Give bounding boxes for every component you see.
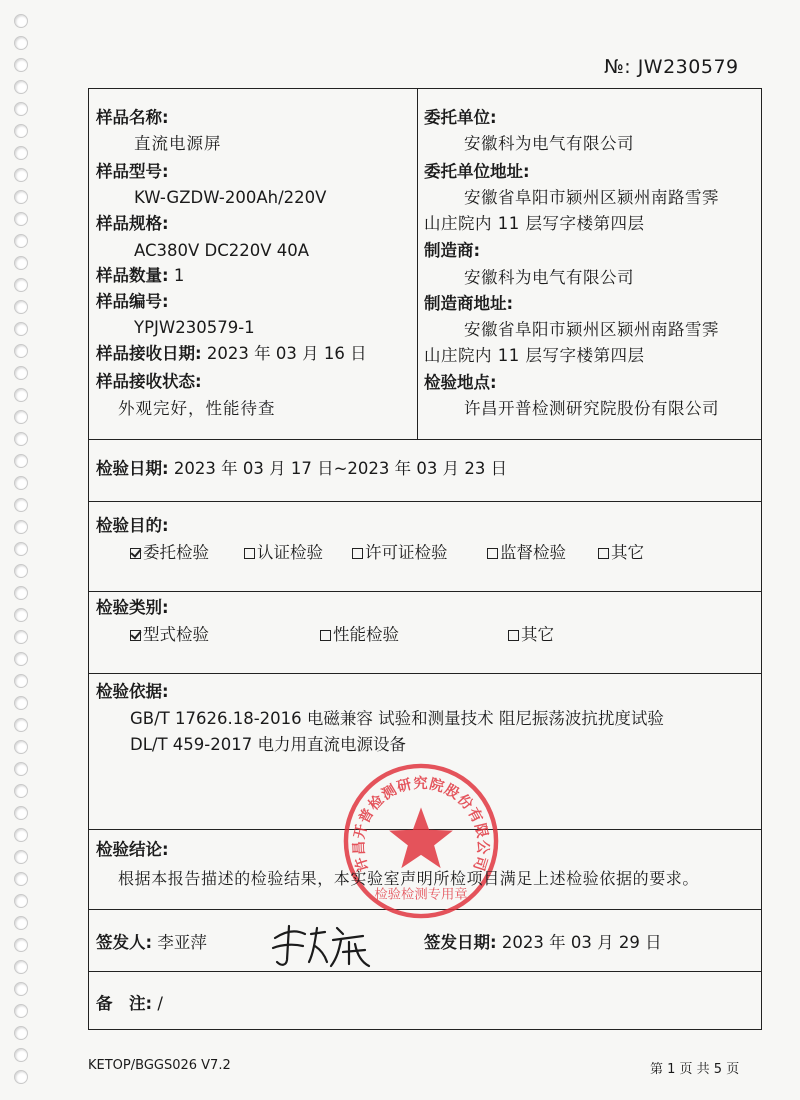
site-value: 许昌开普检测研究院股份有限公司	[464, 399, 719, 418]
purpose-option	[244, 545, 323, 562]
binding-hole	[14, 14, 28, 28]
site-label: 检验地点:	[424, 373, 497, 392]
divider	[89, 591, 761, 592]
binding-hole	[14, 190, 28, 204]
binding-hole	[14, 916, 28, 930]
divider	[89, 439, 761, 440]
checked-checkbox-icon	[130, 548, 141, 559]
sample-qty-row	[96, 268, 184, 285]
binding-hole	[14, 146, 28, 160]
category-option-label: 性能检验	[333, 625, 399, 644]
maker-address-line1: 安徽省阜阳市颍州区颍州南路雪霁	[464, 320, 719, 339]
sample-name-label: 样品名称:	[96, 108, 169, 127]
issuer-row	[96, 935, 207, 952]
issuer-value: 李亚萍	[157, 933, 207, 952]
binding-hole	[14, 80, 28, 94]
official-seal	[342, 762, 500, 920]
sample-model-value: KW-GZDW-200Ah/220V	[134, 188, 327, 207]
issue-date-row	[424, 935, 662, 952]
sample-code-label: 样品编号:	[96, 292, 169, 311]
binding-hole	[14, 498, 28, 512]
binding-hole	[14, 652, 28, 666]
sample-model-label: 样品型号:	[96, 162, 169, 181]
purpose-option	[487, 545, 566, 562]
maker-address-label: 制造商地址:	[424, 294, 514, 313]
binding-hole	[14, 278, 28, 292]
page-info: 第 1 页 共 5 页	[650, 1062, 740, 1077]
checkbox-icon	[598, 548, 609, 559]
handwritten-signature	[265, 920, 375, 970]
sample-recv-state-label: 样品接收状态:	[96, 372, 202, 391]
sample-recv-date-row	[96, 346, 367, 363]
purpose-option	[352, 545, 448, 562]
binding-hole	[14, 960, 28, 974]
binding-hole	[14, 762, 28, 776]
checkbox-icon	[352, 548, 363, 559]
binding-hole	[14, 58, 28, 72]
sample-recv-date-value: 2023 年 03 月 16 日	[206, 344, 367, 363]
binding-hole	[14, 630, 28, 644]
binding-hole	[14, 256, 28, 270]
inspection-date-row	[96, 461, 507, 478]
sample-spec-value: AC380V DC220V 40A	[134, 241, 310, 260]
sample-spec-label: 样品规格:	[96, 214, 169, 233]
binding-hole	[14, 1004, 28, 1018]
binding-hole	[14, 850, 28, 864]
inspection-date-value: 2023 年 03 月 17 日~2023 年 03 月 23 日	[173, 459, 508, 478]
purpose-label: 检验目的:	[96, 516, 169, 535]
purpose-option-label: 监督检验	[500, 543, 566, 562]
binding-hole	[14, 806, 28, 820]
binding-hole	[14, 168, 28, 182]
binding-hole	[14, 366, 28, 380]
purpose-option	[598, 545, 644, 562]
divider	[89, 971, 761, 972]
purpose-option-label: 其它	[611, 543, 644, 562]
category-label: 检验类别:	[96, 598, 169, 617]
maker-label: 制造商:	[424, 241, 481, 260]
category-option-label: 型式检验	[143, 625, 209, 644]
remark-label: 备 注:	[96, 994, 153, 1013]
purpose-option-label: 认证检验	[257, 543, 323, 562]
binding-hole	[14, 476, 28, 490]
binding-hole	[14, 872, 28, 886]
client-address-line1: 安徽省阜阳市颍州区颍州南路雪霁	[464, 188, 719, 207]
binding-hole	[14, 102, 28, 116]
purpose-option	[130, 545, 209, 562]
binding-holes	[0, 0, 40, 1100]
binding-hole	[14, 1070, 28, 1084]
remark-row	[96, 996, 163, 1013]
binding-hole	[14, 410, 28, 424]
sample-code-value: YPJW230579-1	[134, 318, 255, 337]
client-unit-value: 安徽科为电气有限公司	[464, 134, 634, 153]
maker-value: 安徽科为电气有限公司	[464, 268, 634, 287]
divider	[417, 89, 418, 439]
svg-text:许昌开普检测研究院股份有限公司: 许昌开普检测研究院股份有限公司	[351, 775, 491, 874]
binding-hole	[14, 300, 28, 314]
binding-hole	[14, 388, 28, 402]
purpose-option-label: 许可证检验	[365, 543, 448, 562]
checkbox-icon	[244, 548, 255, 559]
binding-hole	[14, 36, 28, 50]
basis-line2: DL/T 459-2017 电力用直流电源设备	[130, 735, 406, 754]
report-number: №: JW230579	[604, 56, 739, 78]
conclusion-text: 根据本报告描述的检验结果，本实验室声明所检项目满足上述检验依据的要求。	[118, 869, 700, 888]
basis-label: 检验依据:	[96, 682, 169, 701]
category-option-label: 其它	[521, 625, 554, 644]
binding-hole	[14, 564, 28, 578]
binding-hole	[14, 674, 28, 688]
checkbox-icon	[320, 630, 331, 641]
binding-hole	[14, 1026, 28, 1040]
binding-hole	[14, 982, 28, 996]
binding-hole	[14, 718, 28, 732]
binding-hole	[14, 212, 28, 226]
binding-hole	[14, 124, 28, 138]
binding-hole	[14, 542, 28, 556]
sample-name-value: 直流电源屏	[134, 134, 222, 153]
binding-hole	[14, 894, 28, 908]
binding-hole	[14, 1048, 28, 1062]
divider	[89, 501, 761, 502]
binding-hole	[14, 322, 28, 336]
sample-recv-date-label: 样品接收日期:	[96, 344, 202, 363]
client-address-label: 委托单位地址:	[424, 162, 530, 181]
remark-value: /	[157, 994, 163, 1013]
maker-address-line2: 山庄院内 11 层写字楼第四层	[424, 346, 645, 365]
binding-hole	[14, 520, 28, 534]
binding-hole	[14, 454, 28, 468]
checked-checkbox-icon	[130, 630, 141, 641]
category-option	[508, 627, 554, 644]
inspection-date-label: 检验日期:	[96, 459, 169, 478]
binding-hole	[14, 740, 28, 754]
category-option	[130, 627, 209, 644]
divider	[89, 673, 761, 674]
category-option	[320, 627, 399, 644]
binding-hole	[14, 696, 28, 710]
checkbox-icon	[508, 630, 519, 641]
sample-recv-state-value: 外观完好，性能待查	[118, 399, 276, 418]
binding-hole	[14, 234, 28, 248]
binding-hole	[14, 608, 28, 622]
checkbox-icon	[487, 548, 498, 559]
conclusion-label: 检验结论:	[96, 840, 169, 859]
binding-hole	[14, 586, 28, 600]
sample-qty-label: 样品数量:	[96, 266, 169, 285]
sample-qty-value: 1	[173, 266, 185, 285]
client-address-line2: 山庄院内 11 层写字楼第四层	[424, 214, 645, 233]
svg-text:检验检测专用章: 检验检测专用章	[374, 887, 468, 903]
issue-date-value: 2023 年 03 月 29 日	[501, 933, 662, 952]
basis-line1: GB/T 17626.18-2016 电磁兼容 试验和测量技术 阻尼振荡波抗扰度试验	[130, 709, 664, 728]
binding-hole	[14, 938, 28, 952]
client-unit-label: 委托单位:	[424, 108, 497, 127]
binding-hole	[14, 828, 28, 842]
document-code: KETOP/BGGS026 V7.2	[88, 1058, 231, 1073]
purpose-option-label: 委托检验	[143, 543, 209, 562]
issue-date-label: 签发日期:	[424, 933, 497, 952]
binding-hole	[14, 784, 28, 798]
binding-hole	[14, 344, 28, 358]
issuer-label: 签发人:	[96, 933, 153, 952]
binding-hole	[14, 432, 28, 446]
